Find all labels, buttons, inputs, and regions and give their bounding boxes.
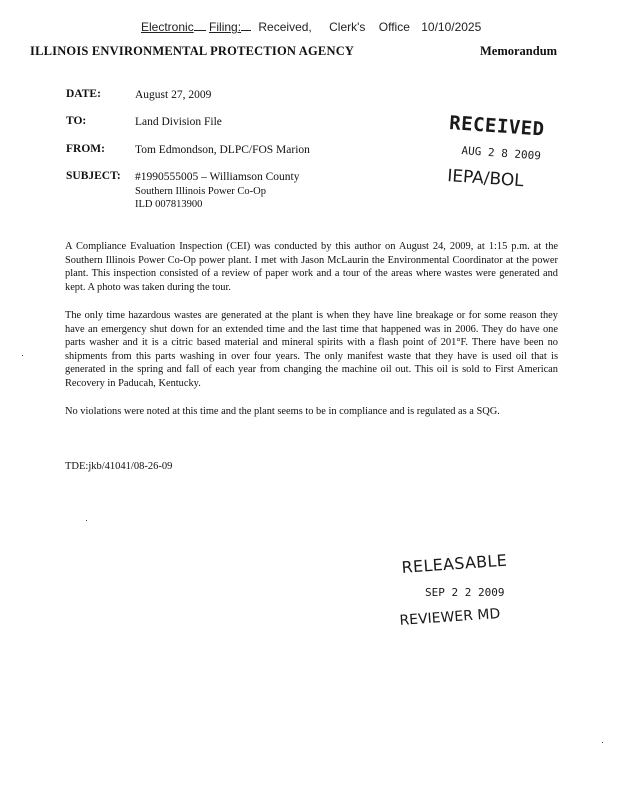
releasable-stamp [398,550,528,640]
received-stamp-title: RECEIVED [448,112,546,141]
to-value: Land Division File [135,116,222,128]
filing-office: Office [378,20,410,34]
date-label: DATE: [66,88,101,100]
received-stamp-date: AUG 2 8 2009 [461,144,542,163]
scan-speck [602,742,603,743]
body-paragraph-2: The only time hazardous wastes are generated at the plant is when they have line breakage or for some reason they have an emergency shut down for an extended time and the last time that happened was in 2006. They do have one parts washer and it is a citric based material and mineral spirits with a flash point of 201°F. There have been no shipments from this parts washing in over four years. The only manifest waste that they have is used oil that is generated in the spring and fall of each year from changing the machine oil out. This oil is sold to First American Recovery in Paducah, Kentucky. [65,310,558,389]
releasable-stamp-title: RELEASABLE [401,550,508,577]
filing-received: Received, [258,20,312,34]
from-label: FROM: [66,143,105,155]
scan-speck [86,520,87,521]
filing-clerks: Clerk's [329,20,366,34]
filing-date: 10/10/2025 [421,20,482,34]
scan-speck [22,355,23,356]
subject-line-2: Southern Illinois Power Co-Op [135,186,266,197]
body-paragraph-3: No violations were noted at this time and the plant seems to be in compliance and is regulated as a SQG. [65,406,500,417]
body-paragraph-1: A Compliance Evaluation Inspection (CEI) was conducted by this author on August 24, 2009, at 1:15 p.m. at the Southern Illinois Power Co-Op power plant. I met with Jason McLaurin the Environmental Coordinator at the power plant. This inspection consisted of a review of paper work and a tour of the areas where wastes were generated and kept. A photo was taken during the tour. [65,241,558,293]
filing-electronic: Electronic [141,20,194,34]
subject-line-3: ILD 007813900 [135,199,203,210]
to-label: TO: [66,115,87,127]
agency-name: ILLINOIS ENVIRONMENTAL PROTECTION AGENCY [30,44,355,58]
subject-label: SUBJECT: [66,170,121,182]
document-type: Memorandum [480,44,558,58]
reference-initials: TDE:jkb/41041/08-26-09 [65,461,173,472]
from-value: Tom Edmondson, DLPC/FOS Marion [135,144,310,156]
subject-line-1: #1990555005 – Williamson County [135,171,300,183]
received-stamp [448,108,568,198]
releasable-stamp-reviewer: REVIEWER MD [399,605,501,629]
filing-filing: Filing: [209,20,242,34]
electronic-filing-header [141,20,481,34]
releasable-stamp-date: SEP 2 2 2009 [425,586,505,599]
received-stamp-org: IEPA/BOL [446,166,525,192]
date-value: August 27, 2009 [135,89,212,101]
